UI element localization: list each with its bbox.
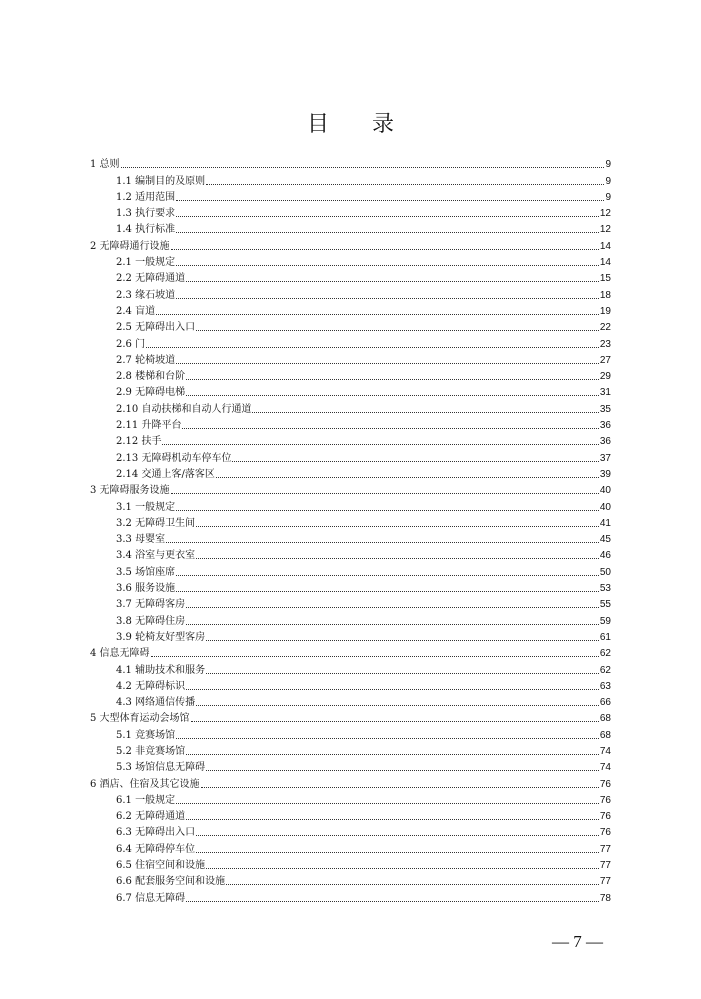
toc-entry-label: 1.2 适用范围 bbox=[116, 191, 176, 203]
dot-leader bbox=[176, 199, 604, 201]
dot-leader bbox=[196, 834, 599, 836]
dot-leader bbox=[176, 802, 599, 804]
page-number-footer: — 7 — bbox=[552, 932, 603, 951]
toc-entry-page-number: 40 bbox=[599, 501, 611, 513]
toc-section-row[interactable] bbox=[90, 367, 611, 383]
toc-entry-label: 4.1 辅助技术和服务 bbox=[116, 664, 206, 676]
dot-leader bbox=[226, 883, 599, 885]
toc-entry-page-number: 63 bbox=[599, 680, 611, 692]
dot-leader bbox=[206, 867, 599, 869]
dot-leader bbox=[176, 231, 599, 233]
toc-chapter-row[interactable] bbox=[90, 236, 611, 252]
toc-entry-label: 5.3 场馆信息无障碍 bbox=[116, 762, 206, 774]
toc-section-row[interactable] bbox=[90, 497, 611, 513]
toc-entry-label: 1.3 执行要求 bbox=[116, 208, 176, 220]
toc-entry-page-number: 53 bbox=[599, 583, 611, 595]
toc-entry-label: 6.3 无障碍出入口 bbox=[116, 827, 196, 839]
toc-section-row[interactable] bbox=[90, 448, 611, 464]
dot-leader bbox=[171, 492, 599, 494]
toc-entry-page-number: 68 bbox=[599, 713, 611, 725]
toc-entry-page-number: 39 bbox=[599, 468, 611, 480]
toc-section-row[interactable] bbox=[90, 514, 611, 530]
toc-entry-label: 2.7 轮椅坡道 bbox=[116, 354, 176, 366]
toc-entry-page-number: 36 bbox=[599, 420, 611, 432]
dot-leader bbox=[201, 786, 599, 788]
dot-leader bbox=[186, 688, 599, 690]
toc-entry-page-number: 36 bbox=[599, 436, 611, 448]
toc-entry-label: 5.2 非竞赛场馆 bbox=[116, 745, 186, 757]
dot-leader bbox=[186, 606, 599, 608]
dot-leader bbox=[176, 574, 599, 576]
toc-entry-page-number: 76 bbox=[599, 811, 611, 823]
toc-section-row[interactable] bbox=[90, 334, 611, 350]
toc-entry-page-number: 27 bbox=[599, 354, 611, 366]
dot-leader bbox=[176, 215, 599, 217]
toc-entry-label: 1.1 编制目的及原则 bbox=[116, 175, 206, 187]
toc-section-row[interactable] bbox=[90, 693, 611, 709]
toc-section-row[interactable] bbox=[90, 791, 611, 807]
toc-entry-page-number: 62 bbox=[599, 648, 611, 660]
dot-leader bbox=[216, 476, 599, 478]
toc-section-row[interactable] bbox=[90, 742, 611, 758]
toc-entry-label: 2.11 升降平台 bbox=[116, 420, 182, 432]
dot-leader bbox=[196, 329, 599, 331]
toc-entry-page-number: 45 bbox=[599, 534, 611, 546]
toc-entry-page-number: 40 bbox=[599, 485, 611, 497]
toc-entry-label: 2.10 自动扶梯和自动人行通道 bbox=[116, 403, 252, 415]
toc-entry-page-number: 22 bbox=[599, 322, 611, 334]
toc-entry-label: 1 总则 bbox=[90, 159, 120, 171]
dot-leader bbox=[252, 411, 598, 413]
toc-section-row[interactable] bbox=[90, 269, 611, 285]
toc-entry-page-number: 62 bbox=[599, 664, 611, 676]
toc-section-row[interactable] bbox=[90, 595, 611, 611]
toc-section-row[interactable] bbox=[90, 530, 611, 546]
toc-entry-page-number: 9 bbox=[605, 159, 611, 171]
toc-entry-page-number: 9 bbox=[605, 191, 611, 203]
toc-entry-label: 2 无障碍通行设施 bbox=[90, 240, 170, 252]
toc-entry-label: 6.2 无障碍通道 bbox=[116, 811, 186, 823]
dot-leader bbox=[176, 264, 599, 266]
toc-section-row[interactable] bbox=[90, 204, 611, 220]
toc-entry-page-number: 66 bbox=[599, 697, 611, 709]
dot-leader bbox=[186, 818, 599, 820]
toc-section-row[interactable] bbox=[90, 546, 611, 562]
toc-entry-page-number: 9 bbox=[605, 175, 611, 187]
toc-entry-label: 4.3 网络通信传播 bbox=[116, 697, 196, 709]
dot-leader bbox=[196, 557, 599, 559]
toc-entry-page-number: 35 bbox=[599, 403, 611, 415]
toc-entry-label: 3.1 一般规定 bbox=[116, 501, 176, 513]
toc-section-row[interactable] bbox=[90, 253, 611, 269]
toc-entry-label: 3.5 场馆座席 bbox=[116, 566, 176, 578]
toc-entry-label: 2.12 扶手 bbox=[116, 436, 162, 448]
toc-entry-page-number: 15 bbox=[599, 273, 611, 285]
dot-leader bbox=[186, 280, 599, 282]
toc-entry-page-number: 76 bbox=[599, 794, 611, 806]
toc-entry-page-number: 18 bbox=[599, 289, 611, 301]
dot-leader bbox=[206, 183, 604, 185]
toc-entry-label: 2.1 一般规定 bbox=[116, 257, 176, 269]
toc-section-row[interactable] bbox=[90, 318, 611, 334]
dot-leader bbox=[191, 720, 599, 722]
toc-entry-label: 6.6 配套服务空间和设施 bbox=[116, 876, 226, 888]
toc-section-row[interactable] bbox=[90, 611, 611, 627]
toc-entry-label: 2.3 缘石坡道 bbox=[116, 289, 176, 301]
toc-entry-page-number: 12 bbox=[599, 224, 611, 236]
toc-section-row[interactable] bbox=[90, 416, 611, 432]
dot-leader bbox=[166, 541, 599, 543]
toc-chapter-row[interactable] bbox=[90, 709, 611, 725]
toc-entry-label: 3 无障碍服务设施 bbox=[90, 485, 170, 497]
toc-entry-page-number: 50 bbox=[599, 566, 611, 578]
dot-leader bbox=[156, 313, 599, 315]
dot-leader bbox=[206, 639, 599, 641]
dot-leader bbox=[206, 672, 599, 674]
toc-entry-page-number: 76 bbox=[599, 778, 611, 790]
toc-entry-label: 3.4 浴室与更衣室 bbox=[116, 550, 196, 562]
toc-entry-label: 6 酒店、住宿及其它设施 bbox=[90, 778, 200, 790]
toc-entry-page-number: 55 bbox=[599, 599, 611, 611]
toc-chapter-row[interactable] bbox=[90, 644, 611, 660]
toc-section-row[interactable] bbox=[90, 220, 611, 236]
toc-entry-page-number: 59 bbox=[599, 615, 611, 627]
toc-entry-page-number: 12 bbox=[599, 208, 611, 220]
toc-entry-label: 5 大型体育运动会场馆 bbox=[90, 713, 190, 725]
toc-entry-label: 6.1 一般规定 bbox=[116, 794, 176, 806]
toc-section-row[interactable] bbox=[90, 823, 611, 839]
toc-entry-label: 3.2 无障碍卫生间 bbox=[116, 517, 196, 529]
dot-leader bbox=[186, 753, 599, 755]
toc-entry-page-number: 14 bbox=[599, 240, 611, 252]
toc-entry-label: 2.5 无障碍出入口 bbox=[116, 322, 196, 334]
dot-leader bbox=[146, 346, 599, 348]
table-of-contents bbox=[90, 155, 611, 905]
toc-entry-label: 1.4 执行标准 bbox=[116, 224, 176, 236]
toc-section-row[interactable] bbox=[90, 888, 611, 904]
page-title: 目 录 bbox=[307, 111, 412, 137]
dot-leader bbox=[186, 623, 599, 625]
dot-leader bbox=[171, 248, 599, 250]
dot-leader bbox=[182, 427, 598, 429]
toc-entry-label: 4 信息无障碍 bbox=[90, 648, 150, 660]
toc-entry-label: 5.1 竞赛场馆 bbox=[116, 729, 176, 741]
toc-entry-label: 6.5 住宿空间和设施 bbox=[116, 860, 206, 872]
dot-leader bbox=[151, 655, 599, 657]
toc-entry-page-number: 74 bbox=[599, 762, 611, 774]
dot-leader bbox=[186, 394, 599, 396]
toc-section-row[interactable] bbox=[90, 839, 611, 855]
toc-section-row[interactable] bbox=[90, 285, 611, 301]
toc-entry-page-number: 78 bbox=[599, 892, 611, 904]
dot-leader bbox=[176, 737, 599, 739]
toc-entry-page-number: 68 bbox=[599, 729, 611, 741]
toc-entry-page-number: 23 bbox=[599, 338, 611, 350]
toc-section-row[interactable] bbox=[90, 432, 611, 448]
toc-entry-page-number: 61 bbox=[599, 631, 611, 643]
toc-entry-label: 6.7 信息无障碍 bbox=[116, 892, 186, 904]
toc-section-row[interactable] bbox=[90, 758, 611, 774]
toc-entry-label: 3.8 无障碍住房 bbox=[116, 615, 186, 627]
dot-leader bbox=[186, 900, 599, 902]
toc-entry-page-number: 31 bbox=[599, 387, 611, 399]
toc-entry-label: 3.9 轮椅友好型客房 bbox=[116, 631, 206, 643]
toc-entry-label: 2.6 门 bbox=[116, 338, 146, 350]
dot-leader bbox=[176, 297, 599, 299]
toc-section-row[interactable] bbox=[90, 725, 611, 741]
toc-entry-page-number: 37 bbox=[599, 452, 611, 464]
toc-section-row[interactable] bbox=[90, 188, 611, 204]
dot-leader bbox=[206, 769, 599, 771]
dot-leader bbox=[196, 851, 599, 853]
toc-section-row[interactable] bbox=[90, 383, 611, 399]
dot-leader bbox=[176, 509, 599, 511]
toc-section-row[interactable] bbox=[90, 579, 611, 595]
toc-entry-label: 2.14 交通上客/落客区 bbox=[116, 468, 215, 480]
toc-entry-page-number: 76 bbox=[599, 827, 611, 839]
dot-leader bbox=[196, 704, 599, 706]
dot-leader bbox=[232, 460, 598, 462]
toc-section-row[interactable] bbox=[90, 677, 611, 693]
toc-entry-label: 3.3 母婴室 bbox=[116, 534, 166, 546]
dot-leader bbox=[196, 525, 599, 527]
toc-section-row[interactable] bbox=[90, 399, 611, 415]
toc-section-row[interactable] bbox=[90, 171, 611, 187]
toc-section-row[interactable] bbox=[90, 302, 611, 318]
toc-entry-label: 2.2 无障碍通道 bbox=[116, 273, 186, 285]
toc-entry-page-number: 14 bbox=[599, 257, 611, 269]
toc-entry-page-number: 77 bbox=[599, 843, 611, 855]
toc-entry-label: 4.2 无障碍标识 bbox=[116, 680, 186, 692]
toc-section-row[interactable] bbox=[90, 465, 611, 481]
toc-entry-page-number: 19 bbox=[599, 305, 611, 317]
toc-chapter-row[interactable] bbox=[90, 481, 611, 497]
toc-entry-page-number: 46 bbox=[599, 550, 611, 562]
toc-entry-label: 3.7 无障碍客房 bbox=[116, 599, 186, 611]
toc-entry-page-number: 41 bbox=[599, 517, 611, 529]
dot-leader bbox=[121, 166, 605, 168]
toc-section-row[interactable] bbox=[90, 807, 611, 823]
toc-section-row[interactable] bbox=[90, 628, 611, 644]
toc-entry-label: 3.6 服务设施 bbox=[116, 583, 176, 595]
toc-chapter-row[interactable] bbox=[90, 774, 611, 790]
toc-entry-label: 2.9 无障碍电梯 bbox=[116, 387, 186, 399]
toc-chapter-row[interactable] bbox=[90, 155, 611, 171]
toc-entry-page-number: 77 bbox=[599, 876, 611, 888]
toc-entry-label: 2.13 无障碍机动车停车位 bbox=[116, 452, 232, 464]
toc-entry-page-number: 29 bbox=[599, 371, 611, 383]
toc-section-row[interactable] bbox=[90, 562, 611, 578]
dot-leader bbox=[176, 362, 599, 364]
toc-entry-page-number: 77 bbox=[599, 860, 611, 872]
toc-entry-label: 2.4 盲道 bbox=[116, 305, 156, 317]
dot-leader bbox=[186, 378, 599, 380]
toc-entry-label: 2.8 楼梯和台阶 bbox=[116, 371, 186, 383]
toc-entry-label: 6.4 无障碍停车位 bbox=[116, 843, 196, 855]
toc-section-row[interactable] bbox=[90, 856, 611, 872]
toc-section-row[interactable] bbox=[90, 872, 611, 888]
toc-entry-page-number: 74 bbox=[599, 745, 611, 757]
toc-section-row[interactable] bbox=[90, 660, 611, 676]
dot-leader bbox=[162, 443, 598, 445]
toc-section-row[interactable] bbox=[90, 351, 611, 367]
dot-leader bbox=[176, 590, 599, 592]
